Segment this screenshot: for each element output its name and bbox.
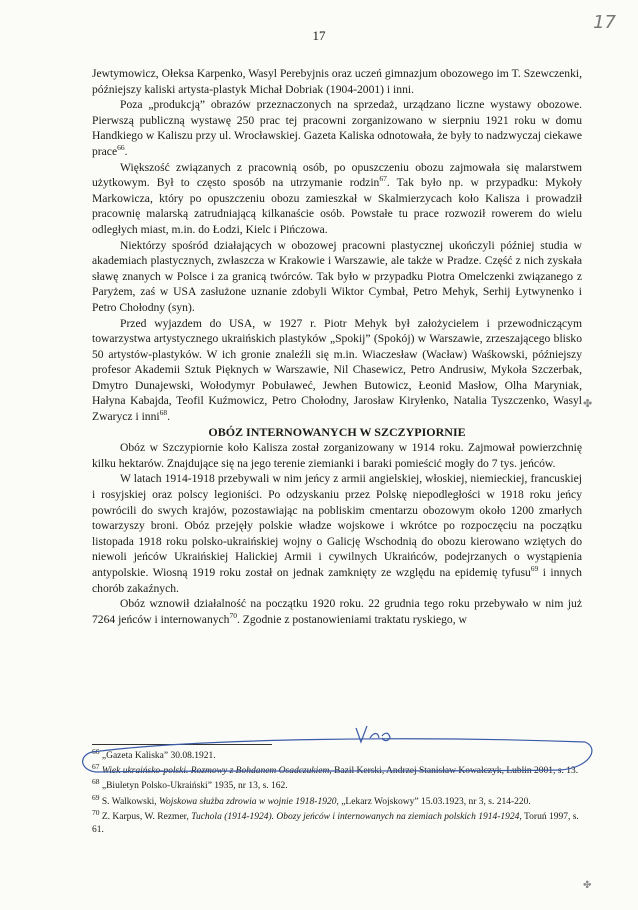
footnote-68: $^{68}$ „Biuletyn Polsko-Ukraiński” 1935, nr 13, s. 162. — [92, 777, 288, 792]
footnote-ref[interactable]: 70 — [229, 610, 237, 620]
page-number: 17 — [312, 28, 326, 43]
footnote-70: $^{70}$ Z. Karpus, W. Rezmer, Tuchola (1914-1924). Obozy jeńców i internowanych na ziemiach polskich 1914-1924, Toruń 1997, s. 61. — [92, 807, 579, 836]
paragraph: Jewtymowicz, Ołeksa Karpenko, Wasyl Perebyjnis oraz uczeń gimnazjum obozowego im T. Szewczenki, późniejszy kaliski artysta-plastyk Michał Dobriak (1904-2001) i inni. — [92, 67, 582, 96]
margin-mark: ✤ — [583, 880, 592, 891]
paragraph: Poza „produkcją” obrazów przeznaczonych na sprzedaż, urządzano liczne wystawy obozowe. Pierwszą publiczną wystawę 250 prac tej pracowni zorganizowano w sierpniu 1921 roku w domu Handkiego w Kaliszu przy ul. Wrocławskiej. Gazeta Kaliska odnotowała, że były to nadzwyczaj ciekawe prace$^{66}$. — [92, 98, 582, 158]
pen-loop — [83, 739, 592, 772]
footnote-69: $^{69}$ S. Walkowski, Wojskowa służba zdrowia w wojnie 1918-1920, „Lekarz Wojskowy” 15.03.1923, nr 3, s. 214-220. — [92, 792, 531, 807]
paragraph: Większość związanych z pracownią osób, po opuszczeniu obozu zajmowała się malarstwem użytkowym. Był to często sposób na utrzymanie rodzin$^{67}$. Tak było np. w przypadku: Mykoły Markowicza, który po opuszczeniu obozu zamieszkał w Skalmierzycach koło Kalisza i prowadził pracownię malarską zatrudniającą kilkanaście osób. Powstałe tu prace rozwoził rowerem do wielu odległych miast, m.in. do Łodzi, Kielc i Pińczowa. — [92, 160, 582, 236]
footnote-ref[interactable]: 67 — [379, 174, 387, 184]
footnote-ref[interactable]: 68 — [159, 408, 168, 418]
handwritten-page-number: 17 — [593, 12, 616, 33]
footnote-ref[interactable]: 66 — [117, 143, 125, 153]
margin-mark: ✤ — [583, 398, 593, 410]
paragraph: W latach 1914-1918 przebywali w nim jeńcy z armii angielskiej, włoskiej, niemieckiej, francuskiej i rosyjskiej oraz polscy legioniści. Po odzyskaniu przez Polskę niepodległości w 1918 roku jeńcy powrócili do swych krajów, pozostawiając na pobliskim cmentarzu obozowym około 1200 zmarłych towarzyszy broni. Obóz przejęły polskie władze wojskowe i wkrótce po rozpoczęciu na początku listopada 1918 roku polsko-ukraińskiej wojny o Galicję Wschodnią do obozu kierowano wziętych do niewoli jeńców Ukraińskiej Halickiej Armii i cywilnych Ukraińców, podejrzanych o wystąpienia antypolskie. Wiosną 1919 roku został on jednak zamknięty ze względu na epidemię tyfusu$^{69}$ i innych chorób zakaźnych. — [92, 472, 582, 595]
pen-initials — [356, 726, 390, 742]
paragraph: Obóz w Szczypiornie koło Kalisza został zorganizowany w 1914 roku. Zajmował powierzchnię kilku hektarów. Znajdujące się na jego terenie ziemianki i baraki pomieścić mogły do 7 tys. jeńców. — [92, 441, 582, 470]
paragraph: Przed wyjazdem do USA, w 1927 r. Piotr Mehyk był założycielem i przewodniczącym towarzystwa artystycznego ukraińskich plastyków „Spokij” (Spokój) w Warszawie, zrzeszającego blisko 50 artystów-plastyków. W ich gronie znaleźli się m.in. Wiaczesław (Wacław) Waśkowski, późniejszy profesor Akademii Sztuk Pięknych w Warszawie, Nil Chasewicz, Petro Andrusiw, Mykoła Szczerbak, Dmytro Dunajewski, Wołodymyr Pobuławeć, Jewhen Butowicz, Łeonid Masłow, Olha Maryniak, Hałyna Kabajda, Teofil Kuźmowicz, Petro Chołodny, Jarosław Kiryłenko, Natalia Tyszczenko, Wasyl Zwarycz i inni$^{68}$. — [92, 316, 582, 424]
footnote-ref[interactable]: 69 — [530, 564, 539, 574]
footnote-66: $^{66}$ „Gazeta Kaliska” 30.08.1921. — [92, 746, 216, 761]
section-heading: OBÓZ INTERNOWANYCH W SZCZYPIORNIE — [208, 424, 466, 439]
paragraph: Obóz wznowił działalność na początku 1920 roku. 22 grudnia tego roku przebywało w nim już 7264 jeńców i internowanych$^{70}$. Zgodnie z postanowieniami traktatu ryskiego, w — [92, 597, 582, 626]
footnote-67: $^{67}$ Wiek ukraińsko-polski. Rozmowy z Bohdanem Osadczukiem, Bazil Kerski, Andrzej Stanisław Kowalczyk, Lublin 2001, s. 13. — [92, 762, 579, 777]
paragraph: Niektórzy spośród działających w obozowej pracowni plastycznej ukończyli później studia w akademiach plastycznych, zwłaszcza w Krakowie i Warszawie, ale także w Pradze. Część z nich zyskała sławę znanych w Polsce i za granicą twórców. Tak było w przypadku Piotra Omelczenki związanego z Paryżem, zaś w USA zasłużone uznanie zdobyli Wiktor Cymbał, Petro Mehyk, Serhij Łytwynenko i Petro Chołodny (syn). — [92, 238, 582, 314]
